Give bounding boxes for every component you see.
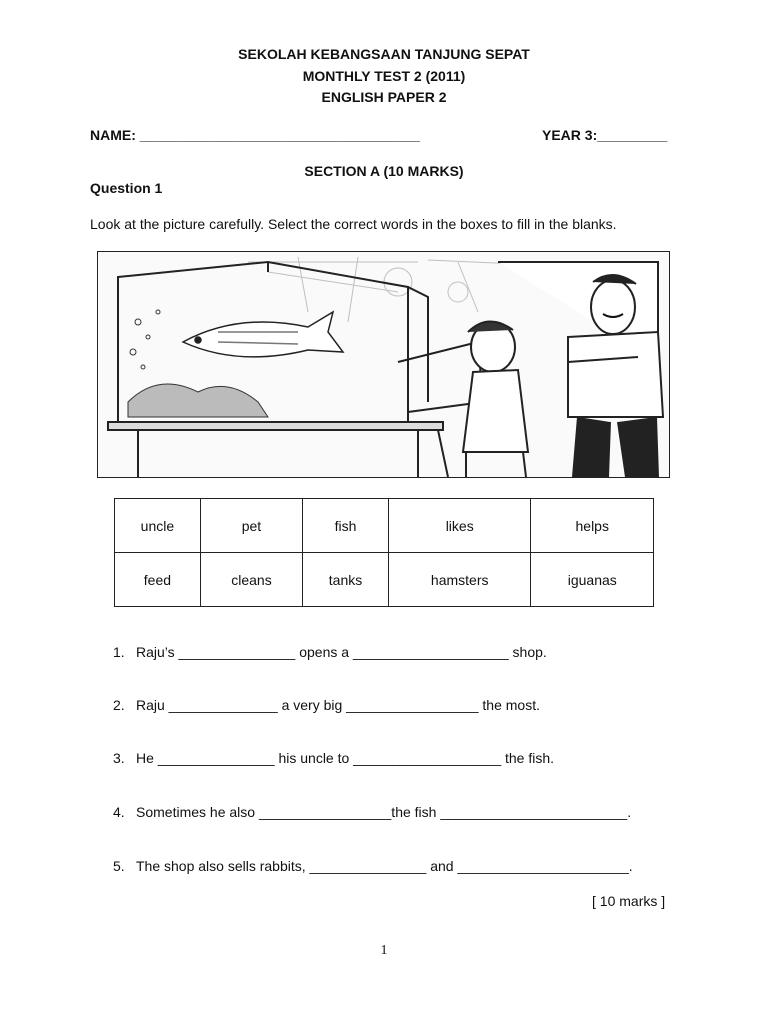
instruction-text: Look at the picture carefully. Select the correct words in the boxes to fill in the blanks. bbox=[90, 216, 617, 232]
word-cell: fish bbox=[303, 499, 389, 553]
question-number: 5. bbox=[113, 858, 125, 874]
question-number: 3. bbox=[113, 750, 125, 766]
word-box-row bbox=[115, 553, 654, 607]
question-item bbox=[113, 750, 554, 766]
word-cell: hamsters bbox=[388, 553, 531, 607]
word-cell: pet bbox=[200, 499, 302, 553]
question-item bbox=[113, 858, 633, 874]
paper-title: ENGLISH PAPER 2 bbox=[321, 89, 447, 105]
year-field: YEAR 3:_________ bbox=[542, 127, 668, 143]
word-cell: likes bbox=[388, 499, 531, 553]
name-field: NAME: ____________________________________ bbox=[90, 127, 421, 143]
word-cell: uncle bbox=[115, 499, 201, 553]
question-number: 4. bbox=[113, 804, 125, 820]
question-item bbox=[113, 804, 631, 820]
word-box-row bbox=[115, 499, 654, 553]
word-box-table bbox=[114, 498, 654, 607]
question-text: Raju’s _______________ opens a ____________________ shop. bbox=[136, 644, 547, 660]
question-item bbox=[113, 697, 540, 713]
pet-shop-drawing bbox=[98, 252, 670, 478]
question-text: The shop also sells rabbits, _______________ and ______________________. bbox=[136, 858, 633, 874]
marks-label: [ 10 marks ] bbox=[592, 893, 666, 909]
word-cell: cleans bbox=[200, 553, 302, 607]
question-number: 1. bbox=[113, 644, 125, 660]
question-title: Question 1 bbox=[90, 180, 163, 196]
word-cell: feed bbox=[115, 553, 201, 607]
question-text: Sometimes he also _________________the fish ________________________. bbox=[136, 804, 632, 820]
question-text: He _______________ his uncle to ___________________ the fish. bbox=[136, 750, 555, 766]
question-text: Raju ______________ a very big _________________ the most. bbox=[136, 697, 540, 713]
word-cell: tanks bbox=[303, 553, 389, 607]
word-cell: iguanas bbox=[531, 553, 654, 607]
pet-shop-illustration bbox=[97, 251, 670, 478]
school-name: SEKOLAH KEBANGSAAN TANJUNG SEPAT bbox=[238, 46, 530, 62]
question-number: 2. bbox=[113, 697, 125, 713]
word-cell: helps bbox=[531, 499, 654, 553]
section-title: SECTION A (10 MARKS) bbox=[304, 163, 464, 179]
question-item bbox=[113, 644, 547, 660]
page-number: 1 bbox=[380, 943, 388, 958]
test-title: MONTHLY TEST 2 (2011) bbox=[302, 68, 466, 84]
